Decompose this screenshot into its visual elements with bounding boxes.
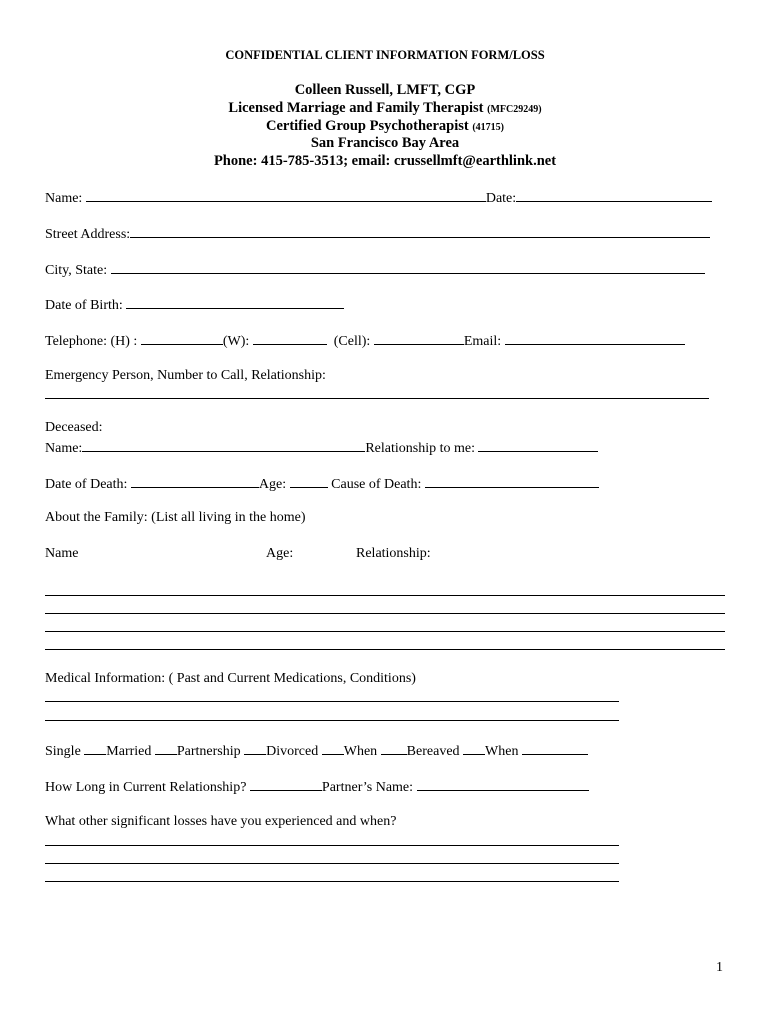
losses-line-2[interactable] bbox=[45, 863, 619, 864]
cert-line bbox=[0, 118, 770, 135]
license-code: (MFC29249) bbox=[487, 104, 542, 115]
when-field-1[interactable] bbox=[381, 742, 407, 755]
deceased-name-field[interactable] bbox=[82, 439, 365, 452]
bereaved-label: Bereaved bbox=[406, 744, 460, 759]
cause-of-death-label: Cause of Death: bbox=[331, 477, 422, 492]
single-label: Single bbox=[45, 744, 81, 759]
work-label: (W): bbox=[222, 334, 250, 349]
family-col-age: Age: bbox=[266, 546, 294, 561]
married-label: Married bbox=[106, 744, 152, 759]
dob-field[interactable] bbox=[126, 296, 344, 309]
email-label: Email: bbox=[463, 334, 502, 349]
partner-name-field[interactable] bbox=[417, 778, 589, 791]
relationship-to-me-label: Relationship to me: bbox=[365, 441, 475, 456]
losses-line-3[interactable] bbox=[45, 881, 619, 882]
relationship-length-row bbox=[45, 778, 589, 796]
street-row bbox=[45, 225, 710, 243]
family-col-relationship: Relationship: bbox=[356, 546, 431, 561]
work-phone-field[interactable] bbox=[253, 332, 327, 345]
city-row bbox=[45, 261, 705, 279]
family-line-3[interactable] bbox=[45, 631, 725, 632]
family-line-1[interactable] bbox=[45, 595, 725, 596]
page-number: 1 bbox=[716, 960, 723, 975]
city-field[interactable] bbox=[111, 261, 705, 274]
death-row bbox=[45, 475, 599, 493]
relationship-to-me-field[interactable] bbox=[478, 439, 598, 452]
date-label: Date: bbox=[485, 191, 517, 206]
how-long-label: How Long in Current Relationship? bbox=[45, 780, 247, 795]
street-label: Street Address: bbox=[45, 227, 131, 242]
divorced-label: Divorced bbox=[266, 744, 319, 759]
telephone-row bbox=[45, 332, 685, 350]
email-field[interactable] bbox=[505, 332, 685, 345]
date-field[interactable] bbox=[516, 189, 712, 202]
date-of-death-label: Date of Death: bbox=[45, 477, 128, 492]
other-losses-label: What other significant losses have you experienced and when? bbox=[45, 814, 397, 829]
partnership-label: Partnership bbox=[176, 744, 241, 759]
cell-phone-field[interactable] bbox=[374, 332, 464, 345]
cert-text: Certified Group Psychotherapist bbox=[265, 118, 469, 134]
deceased-name-label: Name: bbox=[45, 441, 83, 456]
about-family-label: About the Family: (List all living in the home) bbox=[45, 510, 306, 525]
area-line: San Francisco Bay Area bbox=[310, 135, 460, 151]
how-long-field[interactable] bbox=[250, 778, 322, 791]
medical-label: Medical Information: ( Past and Current Medications, Conditions) bbox=[45, 671, 416, 686]
street-field[interactable] bbox=[130, 225, 710, 238]
bereaved-field[interactable] bbox=[463, 742, 485, 755]
age-label: Age: bbox=[258, 477, 287, 492]
name-field[interactable] bbox=[86, 189, 486, 202]
license-line bbox=[0, 100, 770, 117]
losses-line-1[interactable] bbox=[45, 845, 619, 846]
cause-of-death-field[interactable] bbox=[425, 475, 599, 488]
partnership-field[interactable] bbox=[244, 742, 266, 755]
family-line-4[interactable] bbox=[45, 649, 725, 650]
married-field[interactable] bbox=[155, 742, 177, 755]
emergency-field[interactable] bbox=[45, 398, 709, 399]
emergency-label: Emergency Person, Number to Call, Relationship: bbox=[45, 368, 326, 383]
home-phone-field[interactable] bbox=[141, 332, 223, 345]
dob-label: Date of Birth: bbox=[45, 298, 123, 313]
single-field[interactable] bbox=[84, 742, 106, 755]
date-of-death-field[interactable] bbox=[131, 475, 259, 488]
age-field[interactable] bbox=[290, 475, 328, 488]
medical-line-2[interactable] bbox=[45, 720, 619, 721]
telephone-label: Telephone: (H) : bbox=[45, 334, 138, 349]
form-title: CONFIDENTIAL CLIENT INFORMATION FORM/LOSS bbox=[225, 48, 545, 62]
deceased-label: Deceased: bbox=[45, 420, 103, 435]
partner-name-label: Partner’s Name: bbox=[321, 780, 414, 795]
name-date-row bbox=[45, 189, 712, 207]
divorced-field[interactable] bbox=[322, 742, 344, 755]
name-label: Name: bbox=[45, 191, 83, 206]
therapist-name: Colleen Russell, LMFT, CGP bbox=[294, 82, 476, 98]
city-label: City, State: bbox=[45, 263, 108, 278]
license-text: Licensed Marriage and Family Therapist bbox=[228, 100, 484, 116]
when-field-2[interactable] bbox=[522, 742, 588, 755]
deceased-name-row bbox=[45, 439, 598, 457]
when-label-1: When bbox=[343, 744, 378, 759]
family-col-name: Name bbox=[45, 546, 79, 561]
family-line-2[interactable] bbox=[45, 613, 725, 614]
marital-row bbox=[45, 742, 588, 760]
when-label-2: When bbox=[485, 744, 519, 759]
cell-label: (Cell): bbox=[333, 334, 371, 349]
contact-line: Phone: 415-785-3513; email: crussellmft@earthlink.net bbox=[213, 153, 557, 169]
medical-line-1[interactable] bbox=[45, 701, 619, 702]
dob-row bbox=[45, 296, 344, 314]
cert-code: (41715) bbox=[472, 122, 504, 133]
